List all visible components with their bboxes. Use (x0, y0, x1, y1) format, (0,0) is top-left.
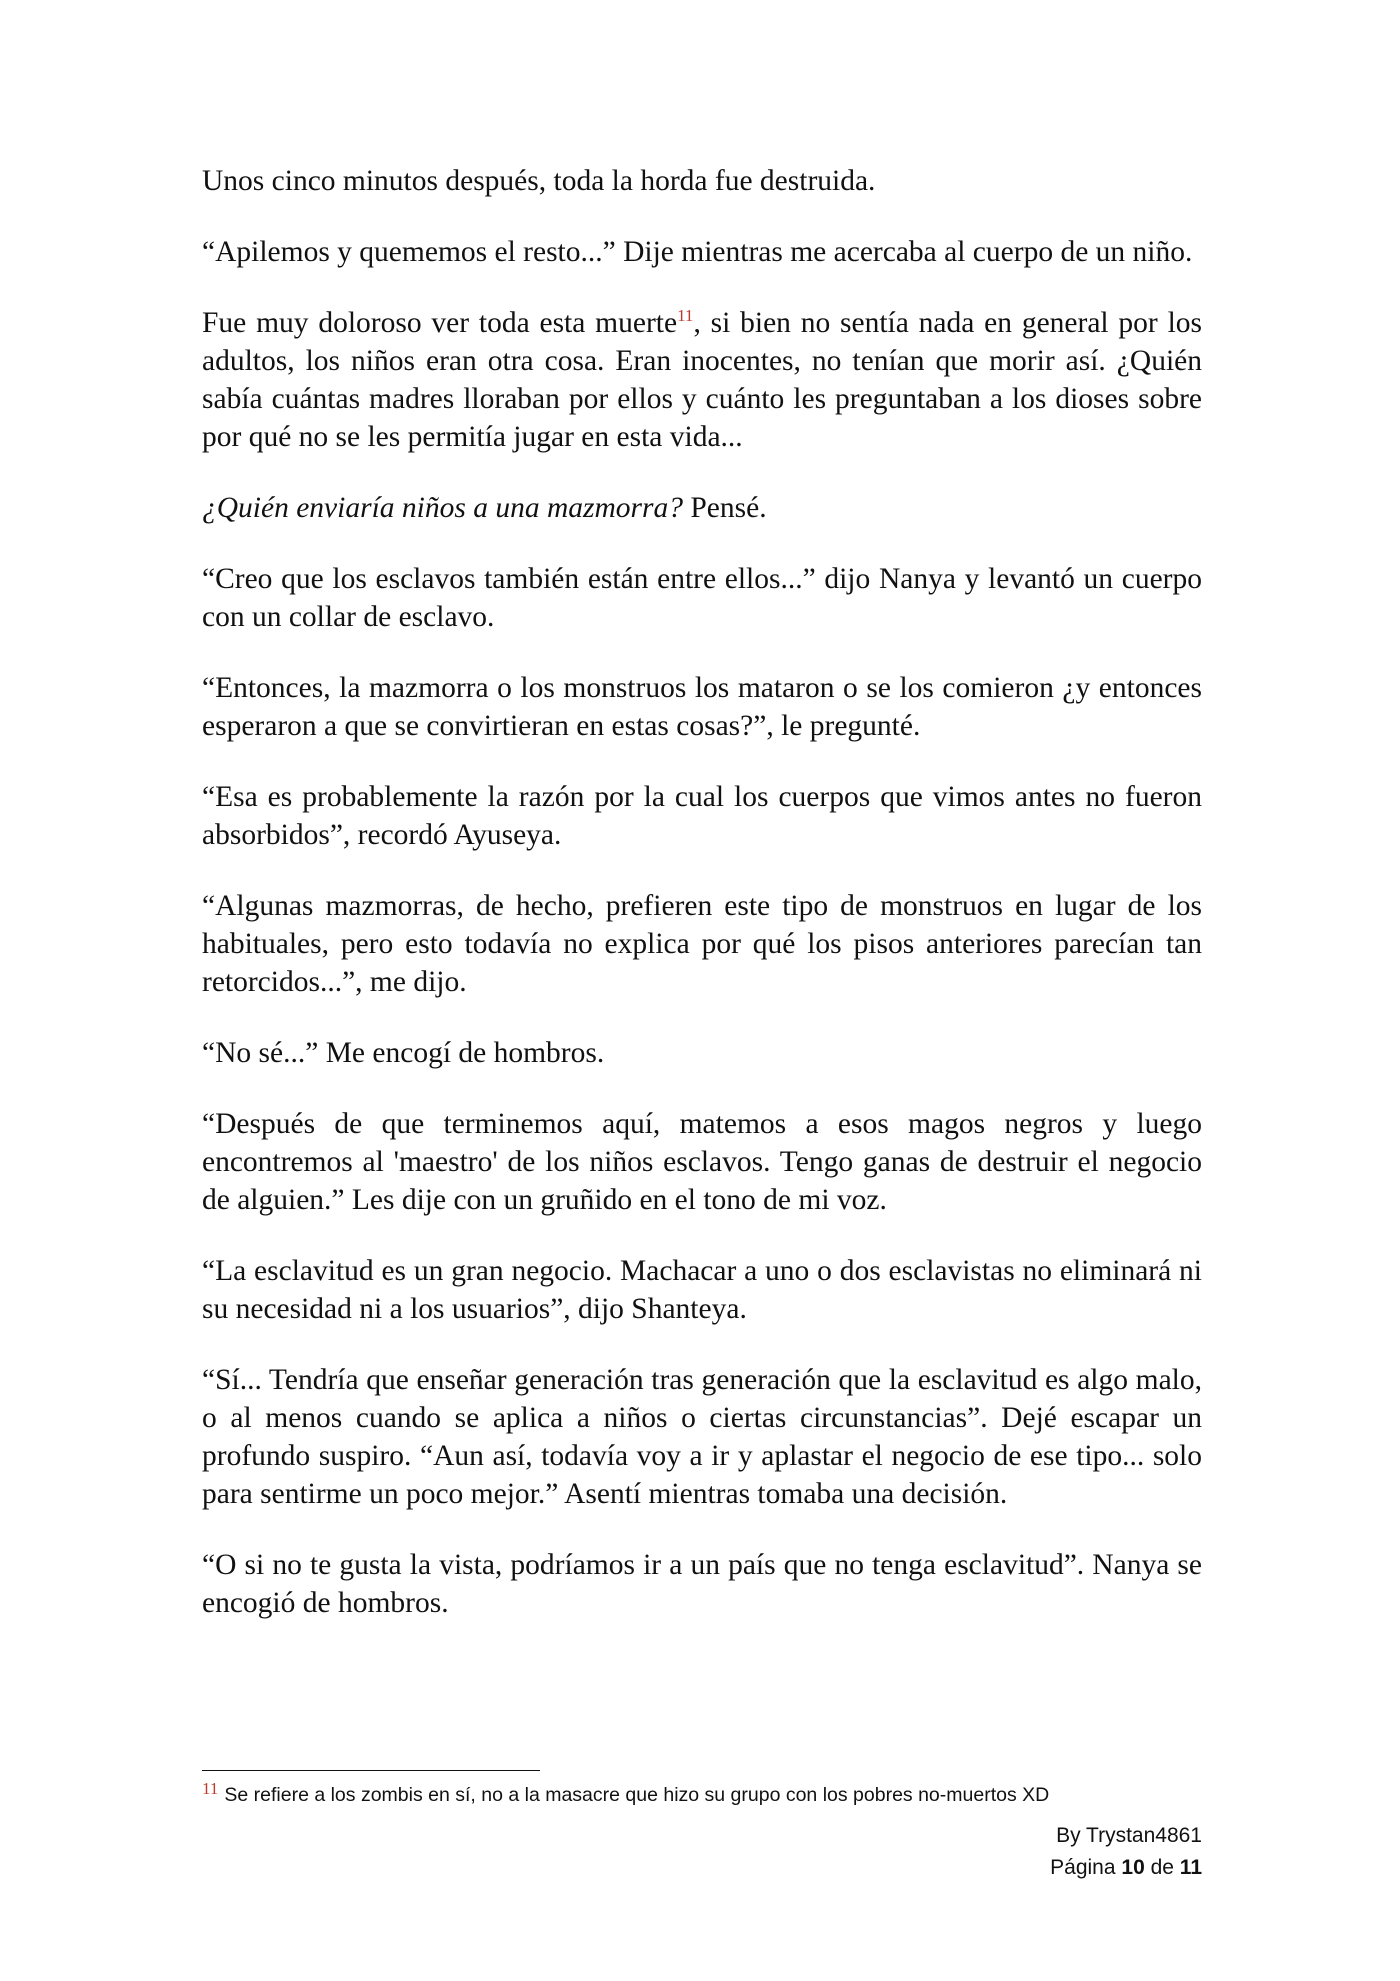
paragraph-13: “O si no te gusta la vista, podríamos ir a un país que no tenga esclavitud”. Nanya se encogió de hombros. (202, 1549, 1202, 1619)
page-label: Página (1050, 1856, 1116, 1879)
paragraph-3-text-a: Fue muy doloroso ver toda esta muerte (202, 307, 678, 339)
page-footer (1050, 1820, 1202, 1884)
page-current: 10 (1121, 1856, 1145, 1879)
page-of: de (1150, 1856, 1174, 1879)
footnote-divider (202, 1770, 540, 1771)
paragraph-8: “Algunas mazmorras, de hecho, prefieren este tipo de monstruos en lugar de los habituales, pero esto todavía no explica por qué los pisos anteriores parecían tan retorcidos...”, me dijo. (202, 890, 1202, 998)
author-byline: By Trystan4861 (1056, 1824, 1202, 1847)
document-body (202, 162, 1202, 1655)
paragraph-4-text: Pensé. (683, 492, 767, 524)
footnote-reference[interactable]: 11 (677, 306, 694, 326)
paragraph-12: “Sí... Tendría que enseñar generación tras generación que la esclavitud es algo malo, o al menos cuando se aplica a niños o ciertas circunstancias”. Dejé escapar un profundo suspiro. “Aun así, todavía voy a ir y aplastar el negocio de ese tipo... solo para sentirme un poco mejor.” Asentí mientras tomaba una decisión. (202, 1364, 1202, 1510)
paragraph-11: “La esclavitud es un gran negocio. Machacar a uno o dos esclavistas no eliminará ni su necesidad ni a los usuarios”, dijo Shanteya. (202, 1255, 1202, 1325)
paragraph-3-text-b: , si bien no sentía nada en general por los adultos, los niños eran otra cosa. Eran inocentes, no tenían que morir así. ¿Quién sabía cuántas madres lloraban por ellos y cuánto les preguntaban a los dioses sobre por qué no se les permitía jugar en esta vida... (202, 307, 1202, 453)
footnote-text: Se refiere a los zombis en sí, no a la masacre que hizo su grupo con los pobres no-muertos XD (224, 1784, 1050, 1806)
paragraph-9: “No sé...” Me encogí de hombros. (202, 1037, 605, 1069)
paragraph-1: Unos cinco minutos después, toda la horda fue destruida. (202, 165, 876, 197)
page-total: 11 (1179, 1856, 1202, 1879)
paragraph-4 (202, 489, 1202, 527)
page-number (1050, 1852, 1202, 1884)
paragraph-5: “Creo que los esclavos también están entre ellos...” dijo Nanya y levantó un cuerpo con un collar de esclavo. (202, 563, 1202, 633)
paragraph-3 (202, 304, 1202, 456)
paragraph-7: “Esa es probablemente la razón por la cual los cuerpos que vimos antes no fueron absorbidos”, recordó Ayuseya. (202, 781, 1202, 851)
footnote (202, 1778, 1202, 1808)
paragraph-2: “Apilemos y quememos el resto...” Dije mientras me acercaba al cuerpo de un niño. (202, 236, 1193, 268)
paragraph-6: “Entonces, la mazmorra o los monstruos los mataron o se los comieron ¿y entonces esperaron a que se convirtieran en estas cosas?”, le pregunté. (202, 672, 1202, 742)
italic-thought: ¿Quién enviaría niños a una mazmorra? (202, 492, 684, 524)
paragraph-10: “Después de que terminemos aquí, matemos a esos magos negros y luego encontremos al 'maestro' de los niños esclavos. Tengo ganas de destruir el negocio de alguien.” Les dije con un gruñido en el tono de mi voz. (202, 1108, 1202, 1216)
footnote-number: 11 (202, 1778, 219, 1798)
